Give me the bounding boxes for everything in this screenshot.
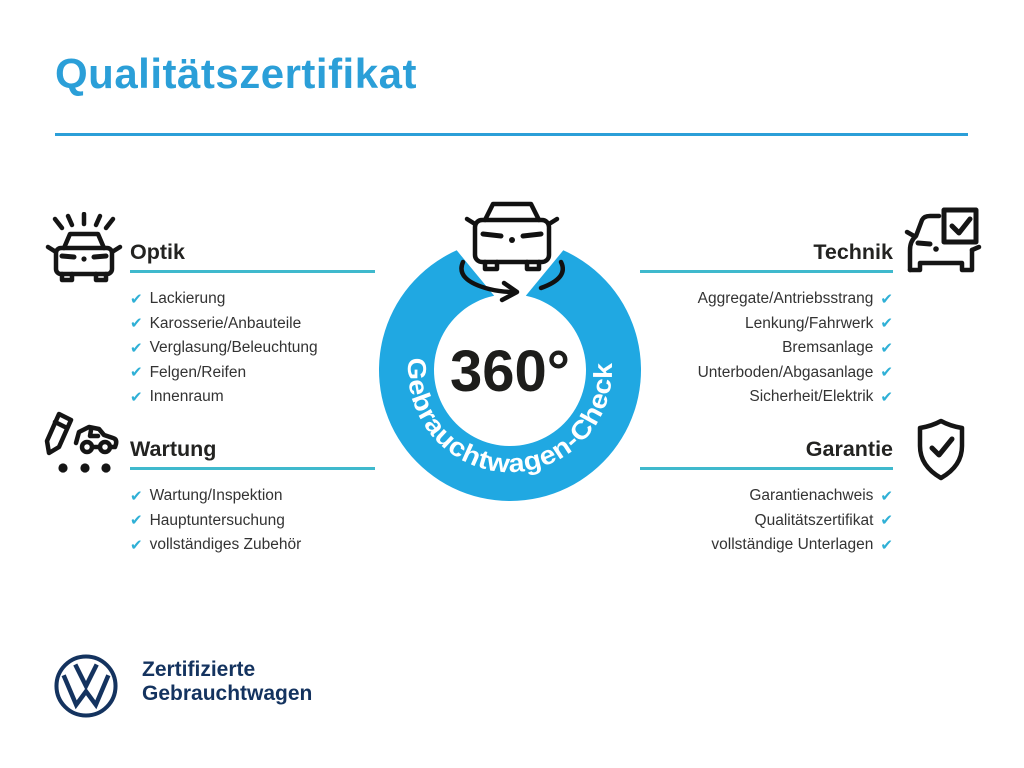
section-divider [640,270,893,273]
check-icon: ✔ [880,388,893,406]
checklist-item [130,533,375,558]
footer-line2: Gebrauchtwagen [142,682,313,705]
checklist-item [130,385,375,410]
check-icon: ✔ [880,290,893,308]
ring-label: Gebrauchtwagen-Check [401,357,619,479]
checklist-item-label: Garantienachweis [749,487,874,505]
checklist-item-label: Hauptuntersuchung [149,511,285,529]
check-icon: ✔ [130,315,143,333]
check-icon: ✔ [130,512,143,530]
check-icon: ✔ [130,487,143,505]
section-title-wartung: Wartung [130,437,217,461]
checklist-item [640,312,893,337]
checklist-item-label: Wartung/Inspektion [149,487,283,505]
checklist-item-label: vollständiges Zubehör [149,536,302,554]
checklist-item [640,509,893,534]
section-divider [640,467,893,470]
pencil-car-icon [42,408,126,484]
badge-360-check [375,193,647,505]
section-garantie [640,437,893,558]
title-divider [55,133,968,136]
checklist-item-label: Qualitätszertifikat [754,511,874,529]
check-icon: ✔ [130,536,143,554]
degrees-label: 360° [450,339,570,404]
car-checkbox-icon [902,206,990,288]
checklist-item-label: Innenraum [149,388,224,406]
vw-logo [52,652,120,720]
section-divider [130,270,375,273]
optik-checklist [130,287,375,410]
checklist-item [130,484,375,509]
checklist-item [640,533,893,558]
check-icon: ✔ [880,315,893,333]
checklist-item-label: Sicherheit/Elektrik [749,388,874,406]
section-divider [130,467,375,470]
wartung-checklist [130,484,375,558]
section-title-garantie: Garantie [805,437,893,461]
check-icon: ✔ [880,339,893,357]
shining-car-icon [42,212,126,288]
section-wartung [130,437,375,558]
checklist-item-label: Lackierung [149,290,226,308]
checklist-item-label: Lenkung/Fahrwerk [745,314,874,332]
checklist-item [640,336,893,361]
checklist-item-label: Unterboden/Abgasanlage [697,363,874,381]
checklist-item [130,336,375,361]
checklist-item-label: vollständige Unterlagen [711,536,874,554]
check-icon: ✔ [880,536,893,554]
checklist-item [640,484,893,509]
checklist-item-label: Felgen/Reifen [149,363,247,381]
checklist-item-label: Aggregate/Antriebsstrang [697,290,874,308]
checklist-item [130,361,375,386]
checklist-item [640,287,893,312]
check-icon: ✔ [880,364,893,382]
garantie-checklist [640,484,893,558]
checklist-item [130,312,375,337]
footer-line1: Zertifizierte [142,658,256,681]
checklist-item-label: Bremsanlage [782,339,874,357]
checklist-item [640,361,893,386]
check-icon: ✔ [130,290,143,308]
check-icon: ✔ [130,388,143,406]
section-technik [640,240,893,410]
technik-checklist [640,287,893,410]
checklist-item [130,287,375,312]
shield-check-icon [910,416,972,486]
checklist-item-label: Verglasung/Beleuchtung [149,339,318,357]
checklist-item-label: Karosserie/Anbauteile [149,314,302,332]
car-360-rotation-icon [461,204,562,300]
footer-claim [142,658,312,706]
checklist-item [130,509,375,534]
section-optik [130,240,375,410]
check-icon: ✔ [880,512,893,530]
check-icon: ✔ [880,487,893,505]
check-icon: ✔ [130,364,143,382]
section-title-technik: Technik [813,240,893,264]
page-title: Qualitätszertifikat [55,50,417,97]
checklist-item [640,385,893,410]
section-title-optik: Optik [130,240,185,264]
check-icon: ✔ [130,339,143,357]
